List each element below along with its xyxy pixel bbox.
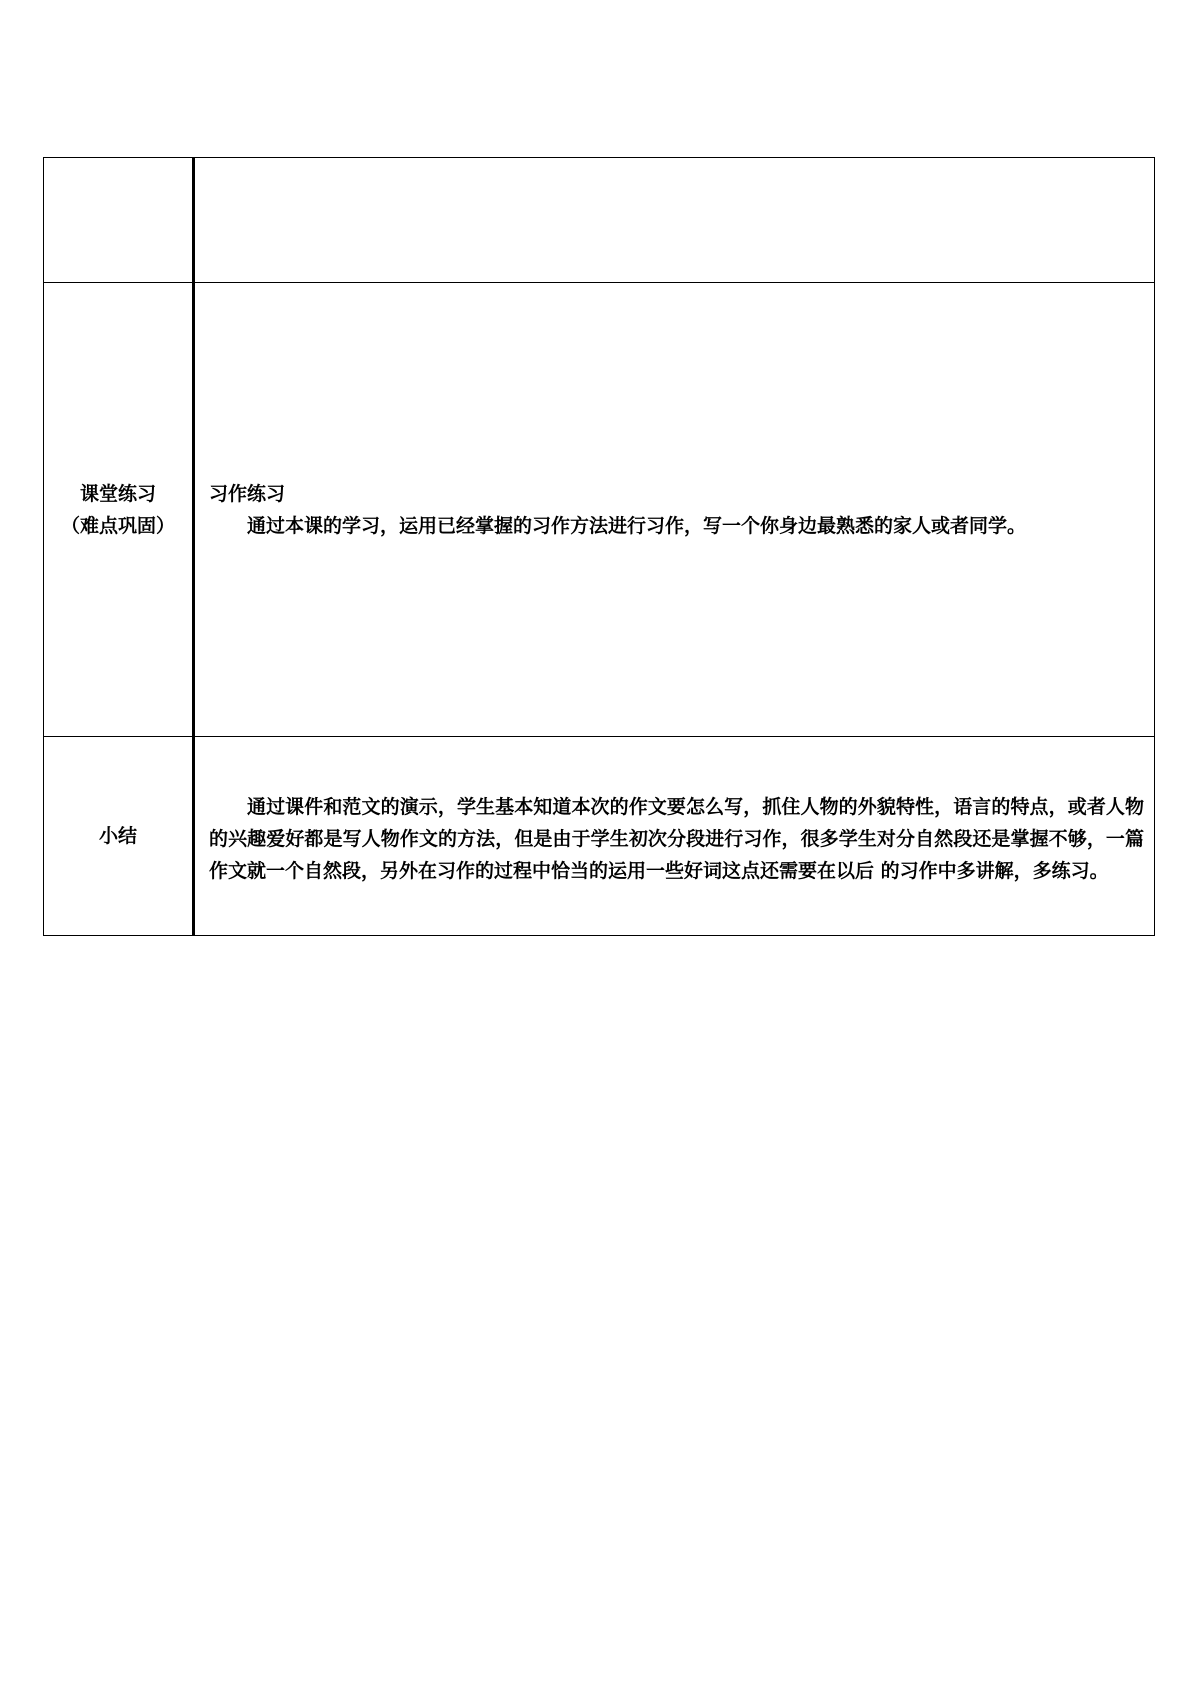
summary-text: 通过课件和范文的演示，学生基本知道本次的作文要怎么写，抓住人物的外貌特性，语言的特点，或者人物的兴趣爱好都是写人物作文的方法，但是由于学生初次分段进行习作，很多学生对分自然段还是掌握不够，一篇作文就一个自然段，另外在习作的过程中恰当的运用一些好词这点还需要在以后 的习作中多讲解，多练习。 xyxy=(209,796,1144,882)
practice-text: 通过本课的学习，运用已经掌握的习作方法进行习作，写一个你身边最熟悉的家人或者同学。 xyxy=(247,514,1027,537)
row-label-empty xyxy=(44,158,194,283)
practice-label: 课堂练习 xyxy=(79,482,156,505)
row-label-practice xyxy=(44,283,194,737)
row-content-summary xyxy=(194,737,1155,936)
table-row xyxy=(44,158,1155,283)
row-content-empty xyxy=(194,158,1155,283)
table-row xyxy=(44,283,1155,737)
practice-title: 习作练习 xyxy=(209,482,286,505)
row-content-practice xyxy=(194,283,1155,737)
lesson-plan-table xyxy=(43,157,1155,936)
summary-label: 小结 xyxy=(44,737,194,936)
table-row xyxy=(44,737,1155,936)
practice-sublabel: （难点巩固） xyxy=(60,514,175,537)
